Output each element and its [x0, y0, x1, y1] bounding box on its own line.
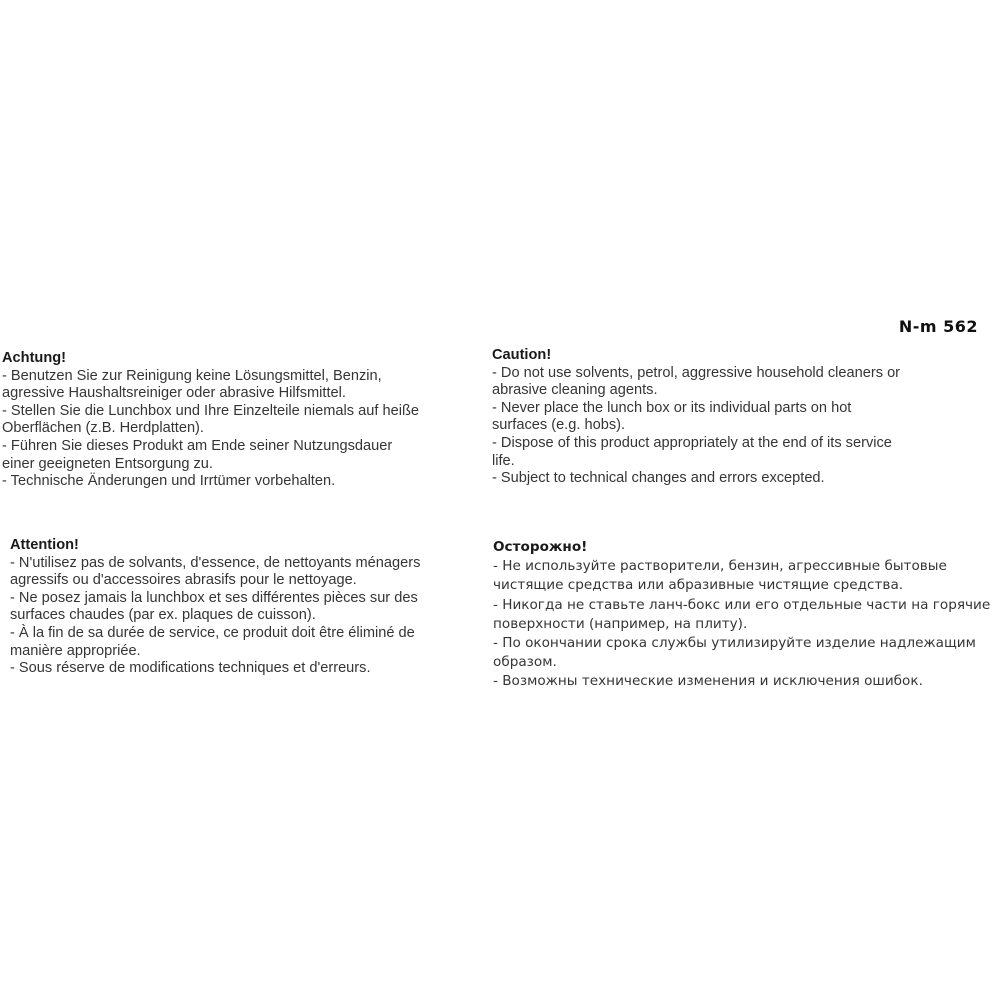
- warning-heading-english: Caution!: [492, 347, 552, 363]
- warning-line: surfaces chaudes (par ex. plaques de cuisson).: [10, 607, 316, 624]
- warning-line: - N'utilisez pas de solvants, d'essence, de nettoyants ménagers: [10, 554, 421, 571]
- warning-line: - Führen Sie dieses Produkt am Ende seiner Nutzungsdauer: [2, 437, 393, 454]
- warning-line: agressive Haushaltsreiniger oder abrasive Hilfsmittel.: [2, 385, 346, 402]
- warning-heading-french: Attention!: [10, 537, 79, 553]
- model-number: N-m 562: [898, 317, 978, 336]
- warning-line: образом.: [493, 654, 557, 671]
- warning-line: Oberflächen (z.B. Herdplatten).: [2, 420, 204, 437]
- warning-line: life.: [492, 452, 515, 469]
- warning-line: manière appropriée.: [10, 642, 141, 659]
- warning-line: - По окончании срока службы утилизируйте изделие надлежащим: [493, 635, 976, 652]
- warning-heading-russian: Осторожно!: [493, 539, 588, 555]
- warning-line: - Ne posez jamais la lunchbox et ses différentes pièces sur des: [10, 589, 418, 606]
- warning-block-russian: [493, 538, 990, 692]
- warning-block-german: [2, 350, 419, 491]
- warning-line: - À la fin de sa durée de service, ce produit doit être éliminé de: [10, 624, 415, 641]
- warning-line: - Возможны технические изменения и исключения ошибок.: [493, 673, 923, 690]
- warning-line: - Dispose of this product appropriately at the end of its service: [492, 434, 892, 451]
- warning-line: - Sous réserve de modifications techniques et d'erreurs.: [10, 660, 371, 677]
- warning-line: поверхности (например, на плиту).: [493, 615, 748, 632]
- warning-block-french: [10, 537, 420, 678]
- warning-line: - Не используйте растворители, бензин, агрессивные бытовые: [493, 558, 947, 575]
- warning-line: - Stellen Sie die Lunchbox und Ihre Einzelteile niemals auf heiße: [2, 402, 419, 419]
- warning-heading-german: Achtung!: [2, 350, 67, 366]
- warning-line: - Benutzen Sie zur Reinigung keine Lösungsmittel, Benzin,: [2, 367, 382, 384]
- warning-line: - Никогда не ставьте ланч-бокс или его отдельные части на горячие: [493, 596, 991, 613]
- warning-line: - Subject to technical changes and errors excepted.: [492, 470, 825, 487]
- warning-line: einer geeigneten Entsorgung zu.: [2, 455, 213, 472]
- warning-line: чистящие средства или абразивные чистящие средства.: [493, 577, 904, 594]
- warning-block-english: [492, 347, 900, 488]
- warning-line: - Do not use solvents, petrol, aggressive household cleaners or: [492, 364, 901, 381]
- warning-line: agressifs ou d'accessoires abrasifs pour le nettoyage.: [10, 572, 357, 589]
- warning-line: - Technische Änderungen und Irrtümer vorbehalten.: [2, 473, 336, 490]
- warning-line: surfaces (e.g. hobs).: [492, 417, 626, 434]
- warning-line: abrasive cleaning agents.: [492, 382, 658, 399]
- warning-line: - Never place the lunch box or its individual parts on hot: [492, 399, 852, 416]
